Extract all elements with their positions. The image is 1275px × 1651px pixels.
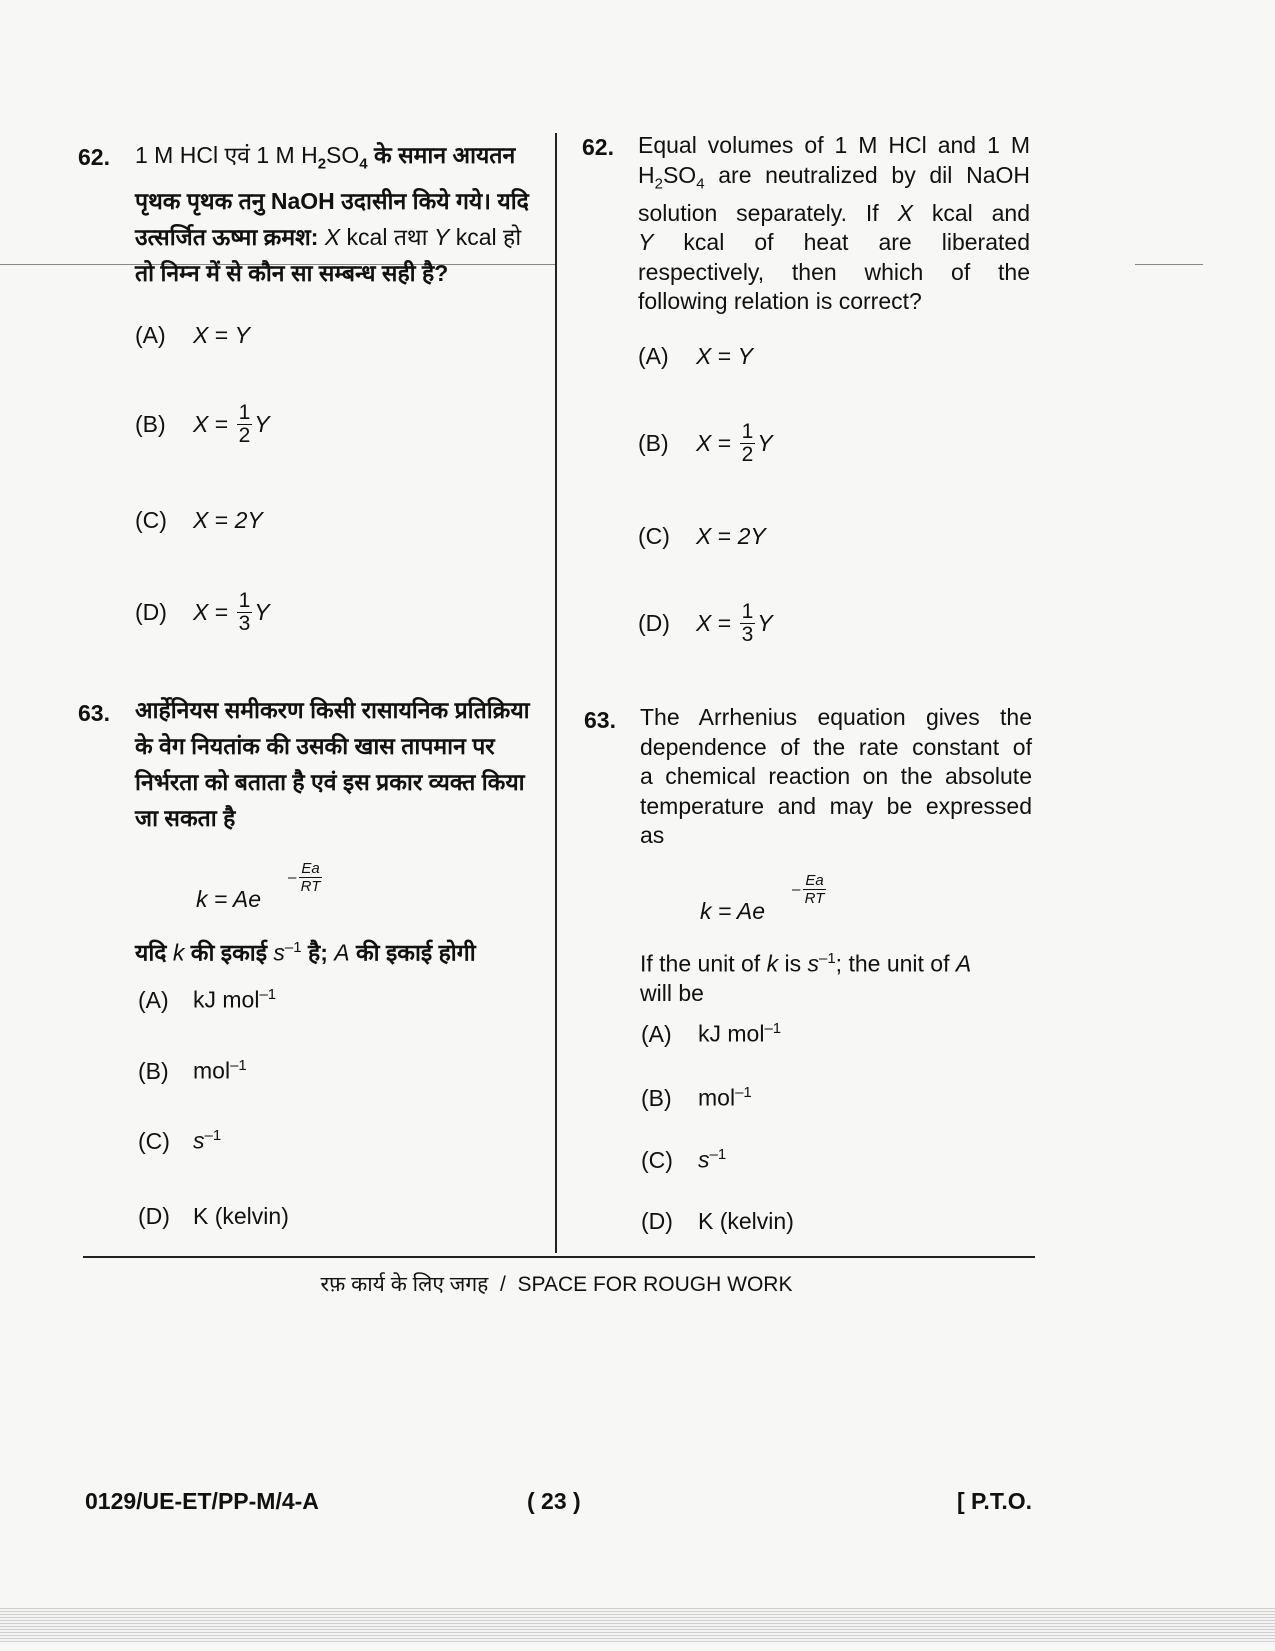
rough-work-rule — [83, 1256, 1035, 1258]
q62-english-line6: following relation is correct? — [638, 288, 922, 315]
question-number-62-english: 62. — [582, 134, 614, 160]
arrhenius-equation-english: k = Ae – Ea RT — [700, 872, 825, 924]
q62-hindi-option-b: (B) X = $\frac{1}{2}$ Y — [135, 401, 270, 447]
fraction-one-third: $\frac{1}{3}$ — [238, 589, 251, 635]
scan-edge-stripes — [0, 1608, 1275, 1642]
q62-english-line1: Equal volumes of 1 M HCl and 1 M — [638, 132, 1030, 158]
q62-english-option-d: (D) X = $\frac{1}{3}$ Y — [638, 600, 773, 646]
bleed-rule-right — [1135, 264, 1203, 265]
question-62-english-text — [638, 131, 1030, 317]
question-number-63-english: 63. — [584, 707, 616, 733]
q63-hindi-option-b: (B) mol$^{-1}$ — [138, 1057, 247, 1084]
q62-hindi-option-c: (C) X = 2Y — [135, 507, 263, 533]
q63-english-line1: The Arrhenius equation gives the — [640, 704, 1032, 730]
page-number: ( 23 ) — [527, 1488, 581, 1514]
question-number-62-hindi: 62. — [78, 144, 110, 170]
pto-label: [ P.T.O. — [957, 1488, 1032, 1514]
q63-english-option-b: (B) mol$^{-1}$ — [641, 1084, 752, 1111]
fraction-one-third: $\frac{1}{3}$ — [741, 600, 754, 646]
arrhenius-exponent: – Ea RT — [288, 860, 321, 895]
rough-work-label: रफ़ कार्य के लिए जगह / SPACE FOR ROUGH WORK — [320, 1273, 793, 1296]
q63-hindi-option-c: (C) $s^{-1}$ — [138, 1127, 222, 1154]
q63-english-line3: a chemical reaction on the absolute — [640, 763, 1032, 789]
q62-hindi-line4: तो निम्न में से कौन सा सम्बन्ध सही है? — [135, 259, 449, 286]
q63-english-option-a: (A) kJ mol$^{-1}$ — [641, 1020, 782, 1047]
q63-english-unit-line2: will be — [640, 980, 704, 1007]
q62-english-option-b: (B) X = $\frac{1}{2}$ Y — [638, 420, 773, 466]
q63-english-option-d: (D) K (kelvin) — [641, 1208, 794, 1234]
q62-english-option-c: (C) X = 2Y — [638, 523, 766, 549]
q63-hindi-line4: जा सकता है — [135, 805, 236, 831]
question-63-english-text — [640, 703, 1032, 851]
q62-english-line5: respectively, then which of the — [638, 258, 1030, 285]
column-divider — [555, 133, 557, 1253]
q63-hindi-line2: के वेग नियतांक की उसकी खास तापमान पर — [135, 733, 495, 759]
q63-english-unit-line1: If the unit of k is $s^{-1}$; the unit of A — [640, 950, 972, 977]
q62-english-line3: solution separately. If X kcal and — [638, 199, 1031, 226]
arrhenius-equation-hindi: k = Ae – Ea RT — [196, 860, 321, 912]
q62-english-line4: Y kcal of heat are liberated — [638, 229, 1030, 256]
question-62-hindi-text — [135, 137, 530, 291]
q63-english-line2: dependence of the rate constant of — [640, 733, 1032, 760]
q62-hindi-option-a: (A) X = Y — [135, 322, 250, 348]
q63-hindi-option-d: (D) K (kelvin) — [138, 1203, 289, 1229]
q63-hindi-line1: आर्हेनियस समीकरण किसी रासायनिक प्रतिक्रिया — [135, 697, 530, 723]
q63-english-option-c: (C) $s^{-1}$ — [641, 1146, 727, 1173]
q63-hindi-option-a: (A) kJ mol$^{-1}$ — [138, 986, 277, 1013]
q63-hindi-unit-line: यदि k की इकाई $s^{-1}$ है; A की इकाई होगी — [135, 939, 476, 966]
q62-hindi-line3: उत्सर्जित ऊष्मा क्रमश: X kcal तथा Y kcal हो — [135, 223, 522, 250]
q63-english-line5: as — [640, 822, 665, 848]
q62-english-line2: $H_2SO_4$ are neutralized by dil NaOH — [638, 161, 1030, 193]
paper-code: 0129/UE-ET/PP-M/4-A — [85, 1488, 319, 1514]
q62-hindi-line2: पृथक पृथक तनु NaOH उदासीन किये गये। यदि — [135, 187, 529, 214]
q63-english-line4: temperature and may be expressed — [640, 792, 1032, 819]
q63-hindi-line3: निर्भरता को बताता है एवं इस प्रकार व्यक्त किया — [135, 769, 525, 795]
q62-english-option-a: (A) X = Y — [638, 343, 753, 369]
fraction-one-half: $\frac{1}{2}$ — [238, 401, 251, 447]
q62-hindi-line1: 1 M HCl एवं 1 M $H_2SO_4$ के समान आयतन — [135, 142, 516, 173]
q62-hindi-option-d: (D) X = $\frac{1}{3}$ Y — [135, 589, 270, 635]
question-63-hindi-text — [135, 692, 530, 836]
fraction-one-half: $\frac{1}{2}$ — [741, 420, 754, 466]
question-number-63-hindi: 63. — [78, 700, 110, 726]
q63-english-unit-text — [640, 944, 1032, 1009]
arrhenius-exponent: – Ea RT — [792, 872, 825, 907]
